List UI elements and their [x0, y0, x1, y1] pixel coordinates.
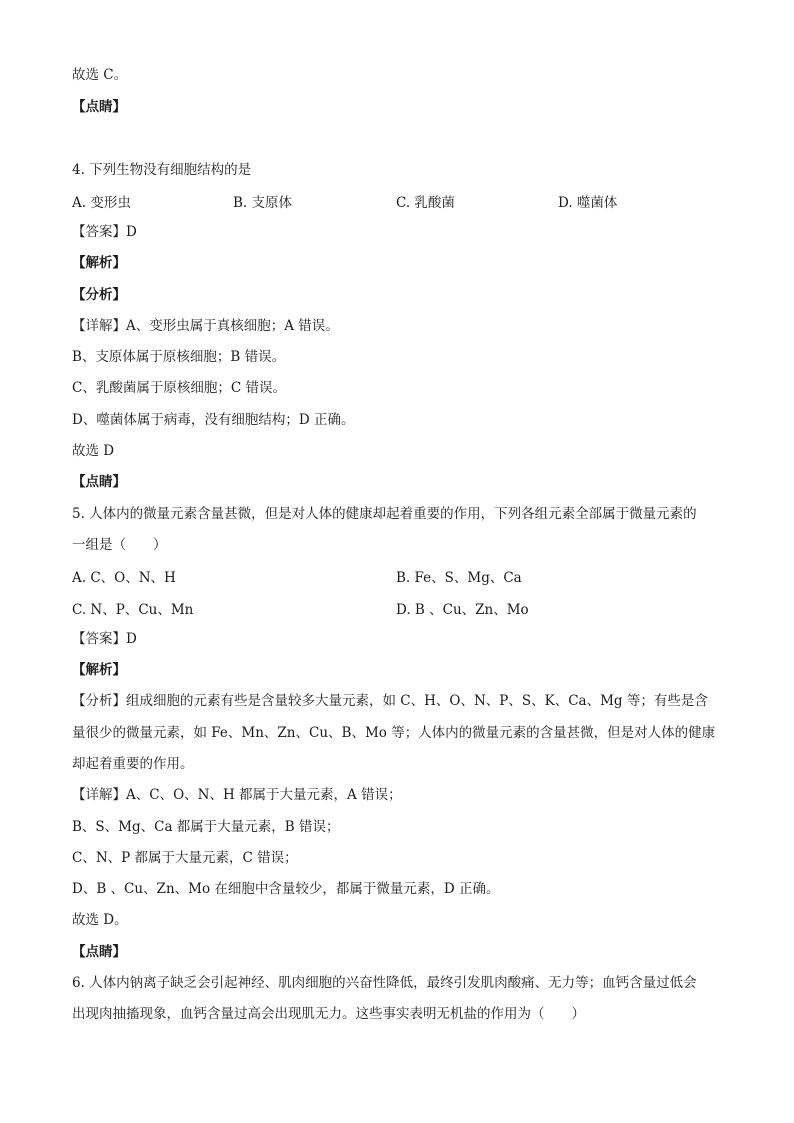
q4-conclusion: 故选 D [72, 443, 115, 459]
question-6-stem-line-1: 6. 人体内钠离子缺乏会引起神经、肌肉细胞的兴奋性降低，最终引发肌肉酸痛、无力等；血钙含量过低会 [72, 975, 697, 991]
q4-answer: 【答案】D [72, 224, 137, 240]
q4-analysis-subheading: 【分析】 [72, 287, 126, 303]
question-6-stem-line-2: 出现肉抽搐现象，血钙含量过高会出现肌无力。这些事实表明无机盐的作用为（ ） [72, 1006, 585, 1022]
answer-conclusion-q3: 故选 C。 [72, 67, 128, 83]
q4-option-c: C. 乳酸菌 [396, 195, 455, 211]
q4-option-a: A. 变形虫 [72, 195, 131, 211]
q5-analysis-line-3: 却起着重要的作用。 [72, 756, 194, 772]
q5-option-c: C. N、P、Cu、Mn [72, 602, 194, 618]
q4-option-b: B. 支原体 [233, 195, 293, 211]
q4-detail-a: 【详解】A、变形虫属于真核细胞；A 错误。 [72, 318, 339, 334]
q5-detail-a: 【详解】A、C、O、N、H 都属于大量元素，A 错误； [72, 787, 402, 803]
q5-conclusion: 故选 D。 [72, 912, 128, 928]
q5-option-b: B. Fe、S、Mg、Ca [396, 570, 522, 586]
q5-option-a: A. C、O、N、H [72, 570, 176, 586]
q4-key-point-heading: 【点睛】 [72, 474, 126, 490]
q5-detail-c: C、N、P 都属于大量元素，C 错误； [72, 850, 298, 866]
q5-key-point-heading: 【点睛】 [72, 944, 126, 960]
question-4-stem: 4. 下列生物没有细胞结构的是 [72, 162, 252, 178]
question-5-stem-line-2: 一组是（ ） [72, 537, 167, 553]
q5-detail-d: D、B 、Cu、Zn、Mo 在细胞中含量较少，都属于微量元素，D 正确。 [72, 881, 500, 897]
q4-analysis-heading: 【解析】 [72, 255, 126, 271]
key-point-heading-q3: 【点睛】 [72, 99, 126, 115]
question-5-stem-line-1: 5. 人体内的微量元素含量甚微，但是对人体的健康却起着重要的作用，下列各组元素全部属于微量元素的 [72, 506, 697, 522]
q4-option-d: D. 噬菌体 [558, 195, 618, 211]
q5-analysis-line-1: 【分析】组成细胞的元素有些是含量较多大量元素，如 C、H、O、N、P、S、K、Ca、Mg 等；有些是含 [72, 693, 708, 709]
q5-analysis-heading: 【解析】 [72, 662, 126, 678]
q4-detail-d: D、噬菌体属于病毒，没有细胞结构；D 正确。 [72, 412, 355, 428]
q5-option-d: D. B 、Cu、Zn、Mo [396, 602, 529, 618]
q5-analysis-line-2: 量很少的微量元素，如 Fe、Mn、Zn、Cu、B、Mo 等；人体内的微量元素的含量甚微，但是对人体的健康 [72, 725, 716, 741]
q5-answer: 【答案】D [72, 631, 137, 647]
q5-detail-b: B、S、Mg、Ca 都属于大量元素，B 错误； [72, 819, 340, 835]
q4-detail-b: B、支原体属于原核细胞；B 错误。 [72, 349, 286, 365]
q4-detail-c: C、乳酸菌属于原核细胞；C 错误。 [72, 380, 286, 396]
